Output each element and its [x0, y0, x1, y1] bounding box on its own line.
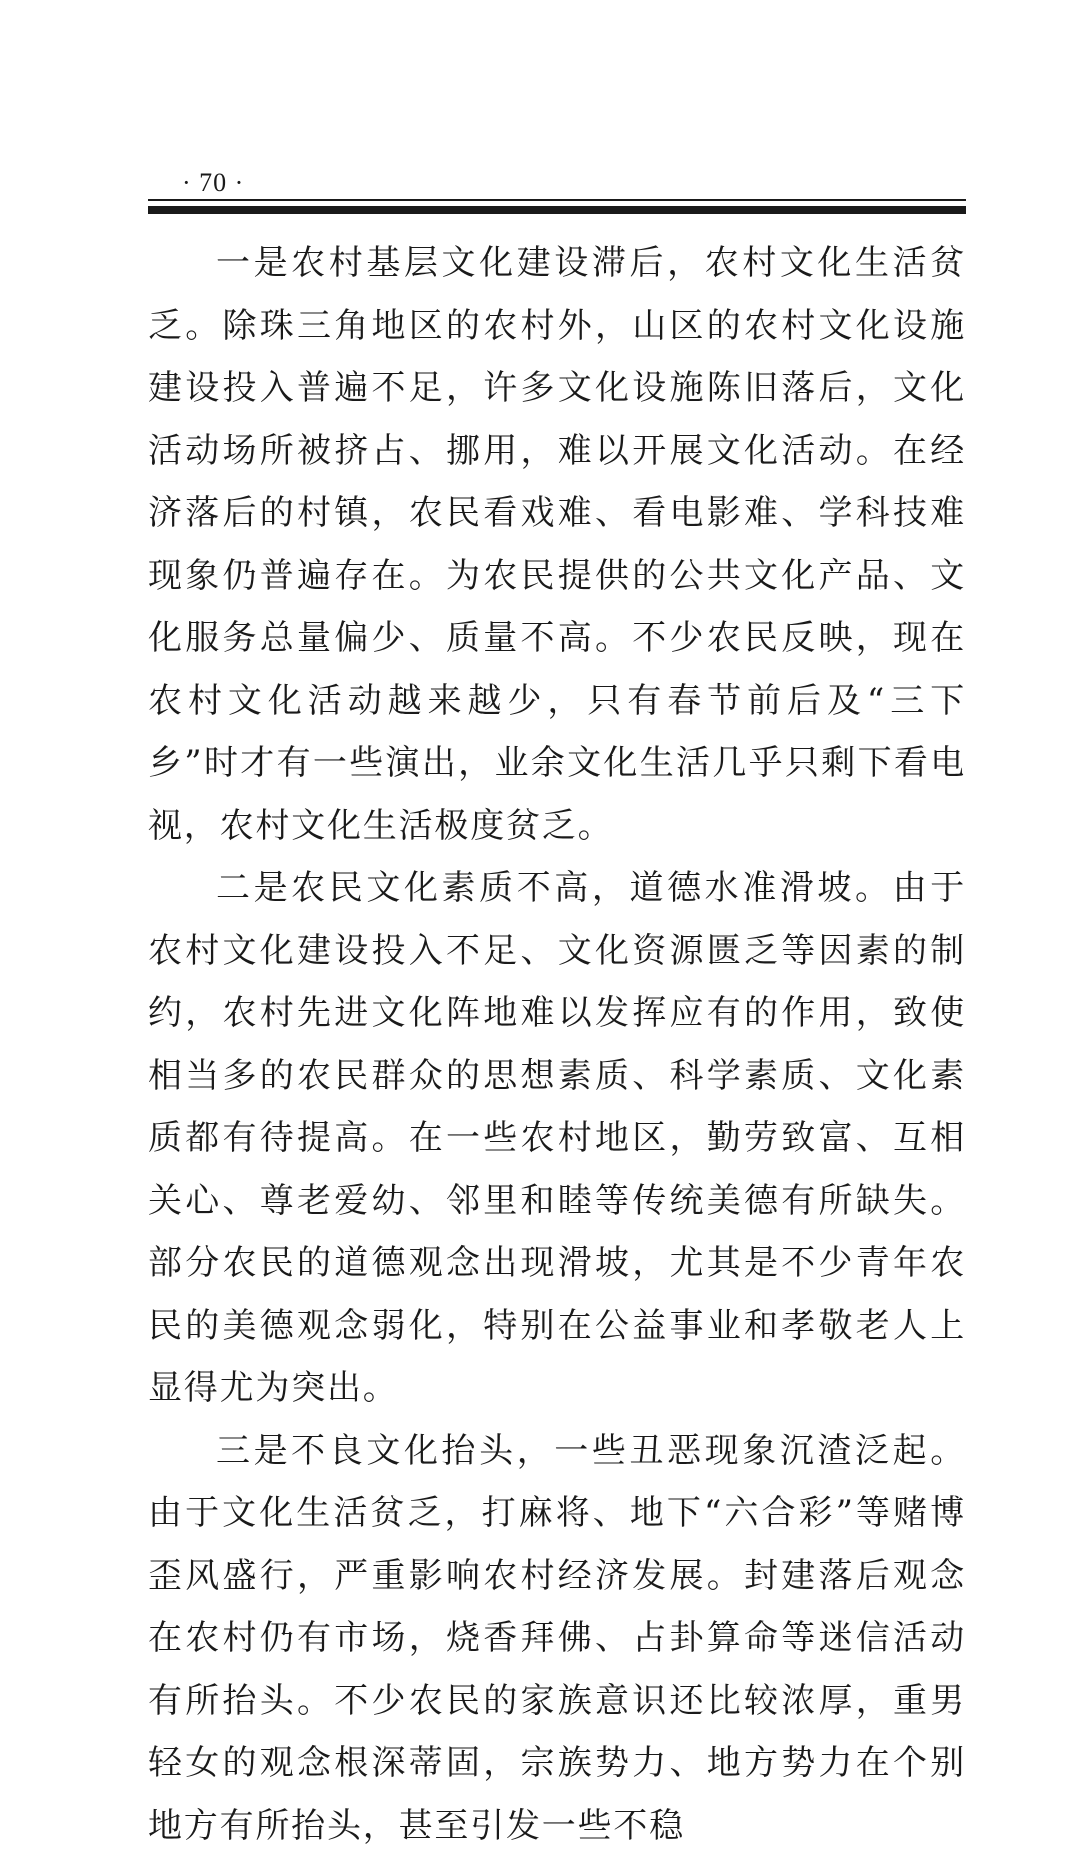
- page-header: [148, 168, 966, 218]
- page-number: · 70 ·: [182, 168, 244, 198]
- paragraph-2: 二是农民文化素质不高，道德水准滑坡。由于农村文化建设投入不足、文化资源匮乏等因素的制约，农村先进文化阵地难以发挥应有的作用，致使相当多的农民群众的思想素质、科学素质、文化素质都有待提高。在一些农村地区，勤劳致富、互相关心、尊老爱幼、邻里和睦等传统美德有所缺失。部分农民的道德观念出现滑坡，尤其是不少青年农民的美德观念弱化，特别在公益事业和孝敬老人上显得尤为突出。: [148, 857, 966, 1420]
- paragraph-3: 三是不良文化抬头，一些丑恶现象沉渣泛起。由于文化生活贫乏，打麻将、地下“六合彩”等赌博歪风盛行，严重影响农村经济发展。封建落后观念在农村仍有市场，烧香拜佛、占卦算命等迷信活动有所抬头。不少农民的家族意识还比较浓厚，重男轻女的观念根深蒂固，宗族势力、地方势力在个别地方有所抬头，甚至引发一些不稳: [148, 1420, 966, 1857]
- paragraph-1: 一是农村基层文化建设滞后，农村文化生活贫乏。除珠三角地区的农村外，山区的农村文化设施建设投入普遍不足，许多文化设施陈旧落后，文化活动场所被挤占、挪用，难以开展文化活动。在经济落后的村镇，农民看戏难、看电影难、学科技难现象仍普遍存在。为农民提供的公共文化产品、文化服务总量偏少、质量不高。不少农民反映，现在农村文化活动越来越少，只有春节前后及“三下乡”时才有一些演出，业余文化生活几乎只剩下看电视，农村文化生活极度贫乏。: [148, 232, 966, 857]
- body-text: [148, 232, 966, 1857]
- header-rule-thin: [148, 199, 966, 201]
- header-rule-thick: [148, 206, 966, 214]
